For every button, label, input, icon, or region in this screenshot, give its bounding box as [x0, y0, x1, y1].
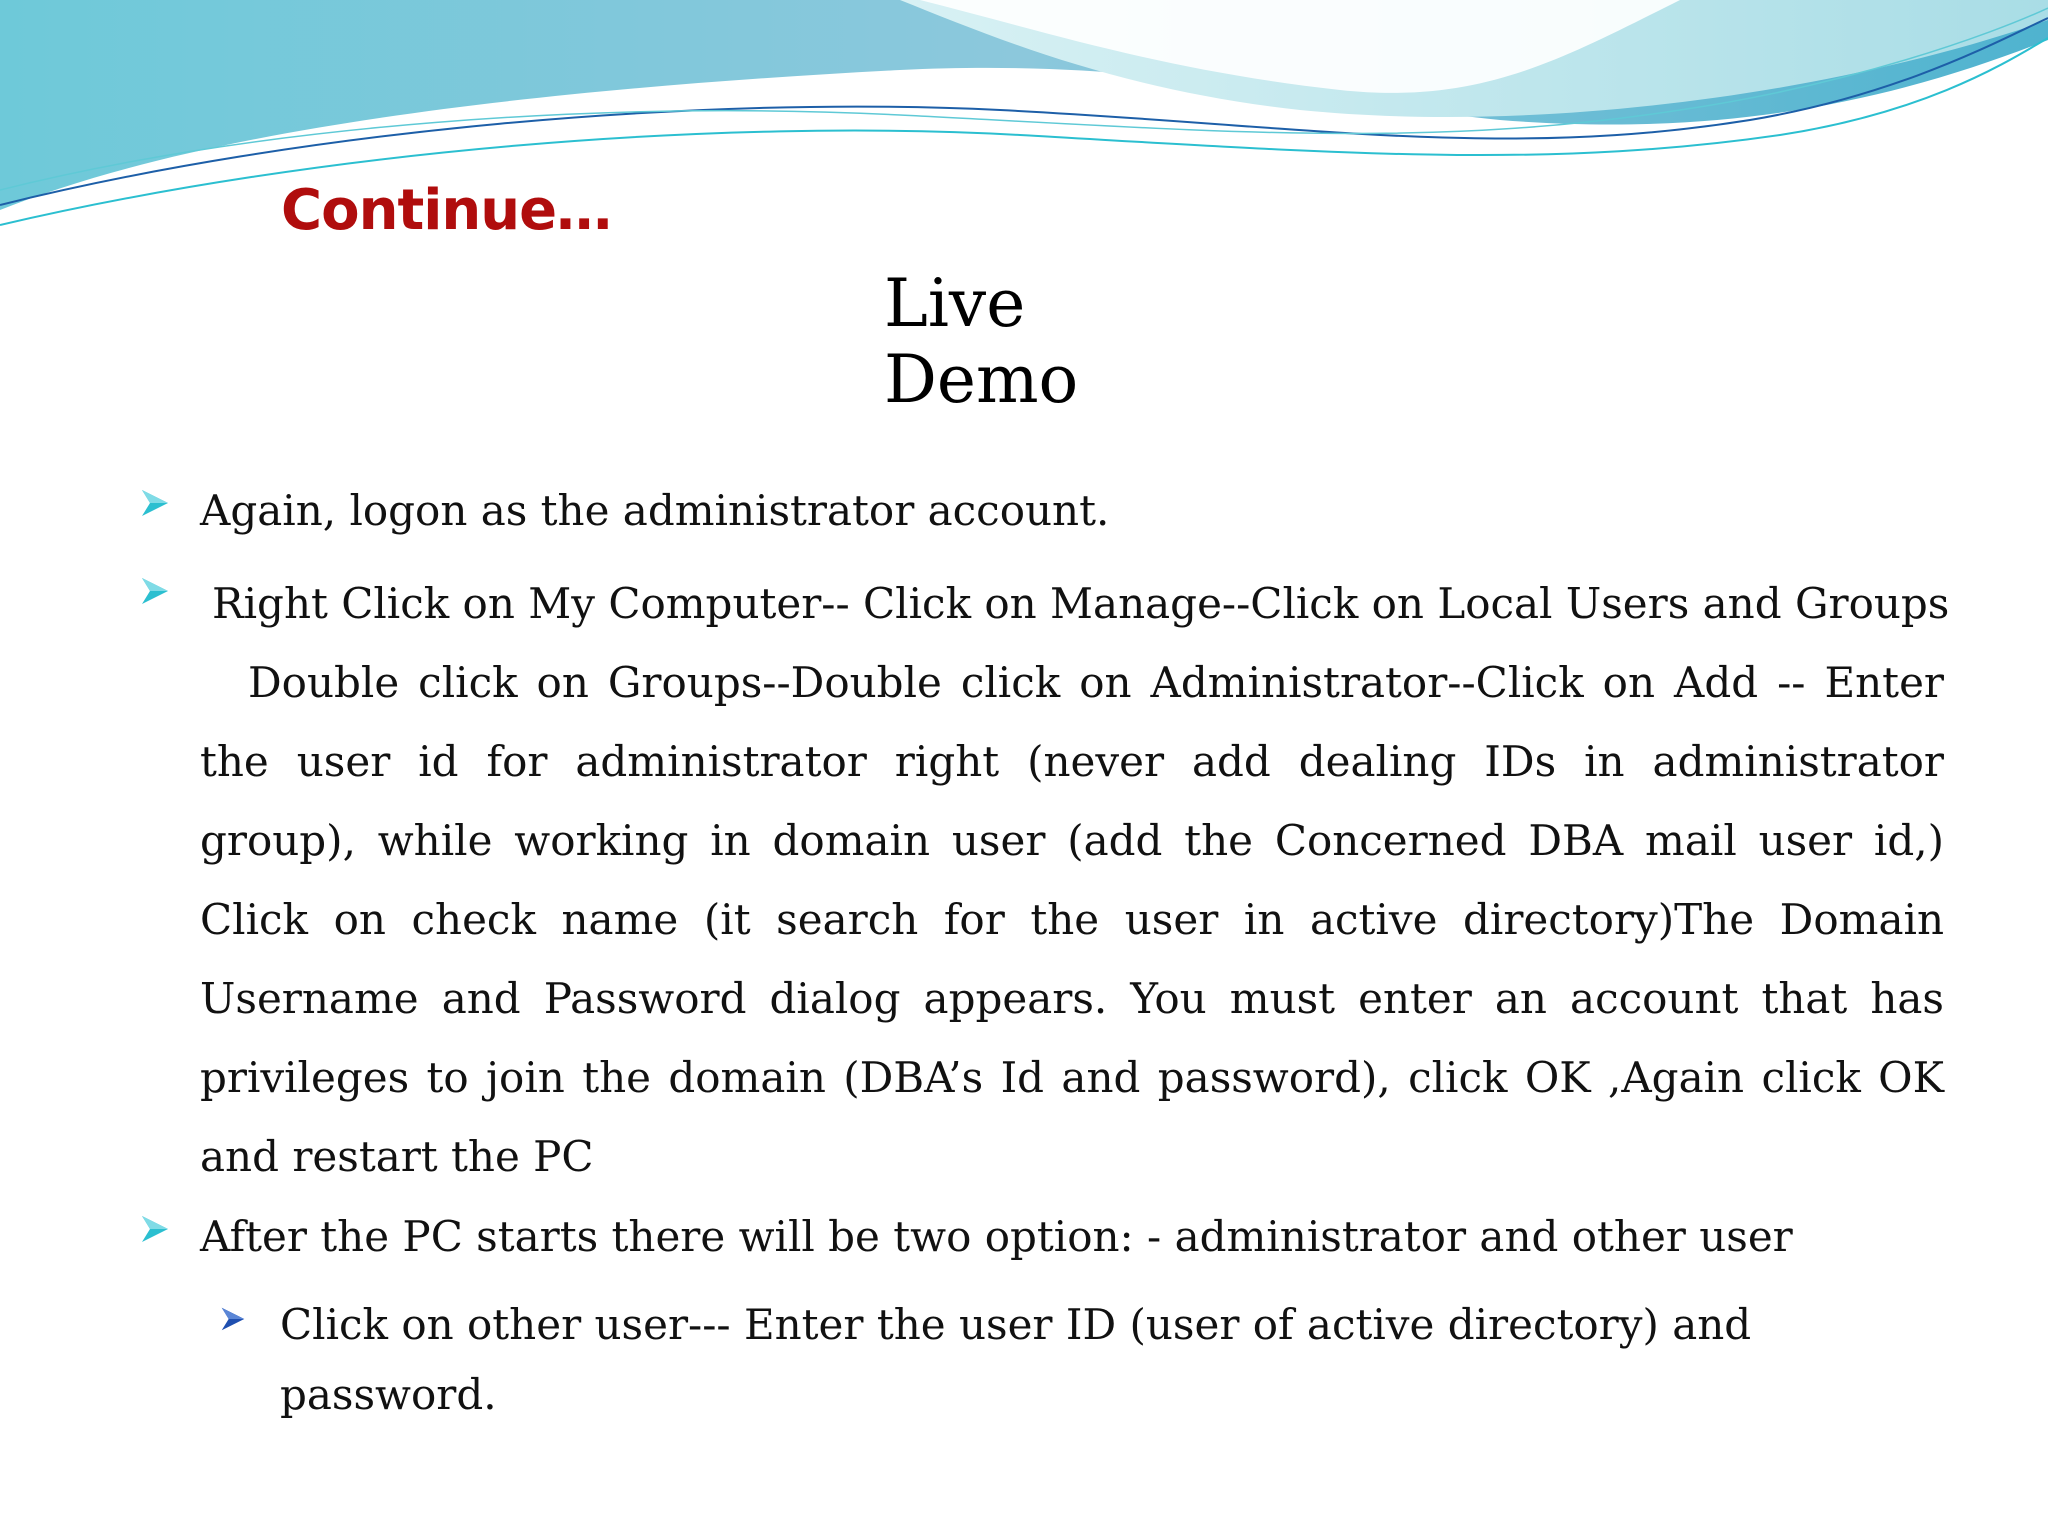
bullet-text: Again, logon as the administrator account. [200, 486, 1110, 535]
bullet-text-continued: Double click on Groups--Double click on Administrator--Click on Add -- Enter the user id for administrator right (never add dealing IDs in administrator group), while working in domain user (add the Concerned DBA mail user id,) Click on check name (it search for the user in active directory)The Domain Username and Password dialog appears. You must enter an account that has privileges to join the domain (DBA’s Id and password), click OK ,Again click OK and restart the PC [200, 658, 1944, 1181]
subtitle-line-2: Demo [884, 341, 1079, 418]
arrow-bullet-icon [140, 576, 170, 606]
bullet-item-2 [140, 564, 1950, 1196]
sub-bullet-item-1 [220, 1290, 1944, 1430]
bullet-text-first-line: Right Click on My Computer-- Click on Manage--Click on Local Users and Groups [212, 579, 1950, 628]
arrow-bullet-icon [140, 488, 170, 518]
small-arrow-bullet-icon [220, 1306, 246, 1332]
arrow-bullet-icon [140, 1214, 170, 1244]
bullet-list [140, 476, 1950, 1430]
subtitle-line-1: Live [884, 265, 1026, 342]
sub-bullet-text: Click on other user--- Enter the user ID (user of active directory) and password. [280, 1300, 1752, 1419]
bullet-text: After the PC starts there will be two option: - administrator and other user [200, 1212, 1793, 1261]
slide-subtitle [884, 266, 1078, 418]
bullet-item-1 [140, 476, 1944, 546]
slide-title: Continue… [281, 178, 612, 243]
bullet-item-3 [140, 1202, 1944, 1272]
